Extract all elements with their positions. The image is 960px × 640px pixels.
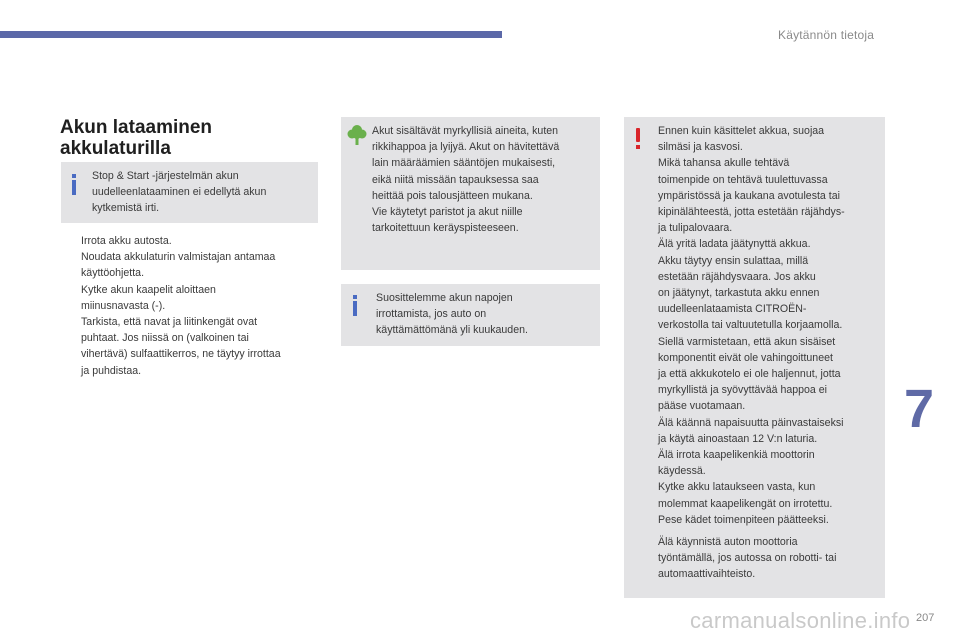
warning-line: toimenpide on tehtävä tuulettuvassa <box>658 173 828 186</box>
warning-line: ja käytä ainoastaan 12 V:n laturia. <box>658 432 818 445</box>
info-box-stop-start <box>61 162 318 223</box>
list-item <box>61 314 323 379</box>
info-box-line: irrottamista, jos auto on <box>376 308 487 321</box>
chapter-number: 7 <box>904 379 935 439</box>
eco-box-line: heittää pois talousjätteen mukana. <box>372 189 533 202</box>
tree-icon <box>347 124 367 146</box>
list-item-line: käyttöohjetta. <box>81 267 145 280</box>
warning-line: myrkyllistä ja syövyttävää happoa ei <box>658 384 827 397</box>
steps-list <box>61 233 323 379</box>
eco-box-line: Vie käytetyt paristot ja akut niille <box>372 206 523 219</box>
info-box-line: kytkemistä irti. <box>92 202 160 215</box>
info-box-line: uudelleenlataaminen ei edellytä akun <box>92 186 267 199</box>
warning-line: verkostolla tai valtuutetulla korjaamolla. <box>658 319 843 332</box>
watermark: carmanualsonline.info <box>690 608 911 633</box>
eco-box-line: tarkoitettuun keräyspisteeseen. <box>372 222 519 235</box>
list-item-line: Irrota akku autosta. <box>81 235 172 247</box>
warning-line: Ennen kuin käsittelet akkua, suojaa <box>658 125 825 137</box>
warning-line: Kytke akku lataukseen vasta, kun <box>658 481 816 494</box>
section-title: Käytännön tietoja <box>778 28 875 42</box>
warning-line: Akku täytyy ensin sulattaa, millä <box>658 254 809 267</box>
warning-line: ja tulipalovaara. <box>658 222 733 235</box>
eco-box-line: Akut sisältävät myrkyllisiä aineita, kuten <box>372 125 559 137</box>
warning-line: Mikä tahansa akulle tehtävä <box>658 157 790 170</box>
warning-box <box>624 117 885 598</box>
list-item <box>61 249 323 281</box>
eco-box-line: eikä niitä missään tapauksessa saa <box>372 173 539 186</box>
eco-box <box>341 117 600 270</box>
warning-line: ja että akkukotelo ei ole haljennut, jotta <box>658 368 841 381</box>
warning-line: Älä yritä ladata jäätynyttä akkua. <box>658 238 811 251</box>
warning-line: Pese kädet toimenpiteen päätteeksi. <box>658 513 829 526</box>
exclamation-icon <box>636 128 640 149</box>
warning-line: Älä käännä napaisuutta päinvastaiseksi <box>658 416 844 429</box>
list-item <box>61 282 323 314</box>
list-item-line: ja puhdistaa. <box>81 364 142 377</box>
eco-box-line: rikkihappoa ja lyijyä. Akut on hävitettävä <box>372 141 560 154</box>
list-item <box>61 233 323 249</box>
warning-line: Älä irrota kaapelikenkiä moottorin <box>658 449 815 462</box>
warning-line: komponentit eivät ole vahingoittuneet <box>658 351 833 364</box>
warning-line: kipinälähteestä, jotta estetään räjähdys- <box>658 206 845 219</box>
page-title-line-2: akkulaturilla <box>60 138 171 159</box>
warning-line: silmäsi ja kasvosi. <box>658 141 743 154</box>
warning-line: Älä käynnistä auton moottoria <box>658 536 798 549</box>
list-item-line: puhtaat. Jos niissä on (valkoinen tai <box>81 332 249 345</box>
warning-line: pääse vuotamaan. <box>658 400 746 413</box>
header-accent-bar <box>0 31 502 38</box>
info-icon <box>353 295 357 317</box>
list-item-line: vihertävä) sulfaattikerros, ne täytyy irrottaa <box>81 348 281 361</box>
warning-line: Siellä varmistetaan, että akun sisäiset <box>658 335 836 348</box>
list-item-line: Noudata akkulaturin valmistajan antamaa <box>81 251 276 264</box>
warning-line: automaattivaihteisto. <box>658 568 756 581</box>
warning-line: ympäristössä ja kaukana avotulesta tai <box>658 189 840 202</box>
page-title <box>60 117 320 159</box>
warning-line: käydessä. <box>658 465 706 478</box>
info-box-disconnect <box>341 284 600 346</box>
info-box-line: Stop & Start -järjestelmän akun <box>92 170 239 182</box>
warning-line: on jäätynyt, tarkastuta akku ennen <box>658 287 820 300</box>
warning-line: työntämällä, jos autossa on robotti- tai <box>658 552 837 565</box>
list-item-line: Kytke akun kaapelit aloittaen <box>81 283 216 296</box>
info-icon <box>72 174 76 196</box>
list-item-line: Tarkista, että navat ja liitinkengät ovat <box>81 316 258 329</box>
page-number: 207 <box>916 612 935 624</box>
eco-box-line: lain määräämien sääntöjen mukaisesti, <box>372 157 556 170</box>
info-box-line: Suosittelemme akun napojen <box>376 292 513 304</box>
page-title-line-1: Akun lataaminen <box>60 117 213 138</box>
warning-line: uudelleenlataamista CITROËN- <box>658 303 807 316</box>
warning-line: molemmat kaapelikengät on irrotettu. <box>658 497 833 510</box>
warning-line: estetään räjähdysvaara. Jos akku <box>658 270 816 283</box>
info-box-line: käyttämättömänä yli kuukauden. <box>376 324 528 337</box>
list-item-line: miinusnavasta (-). <box>81 299 166 312</box>
